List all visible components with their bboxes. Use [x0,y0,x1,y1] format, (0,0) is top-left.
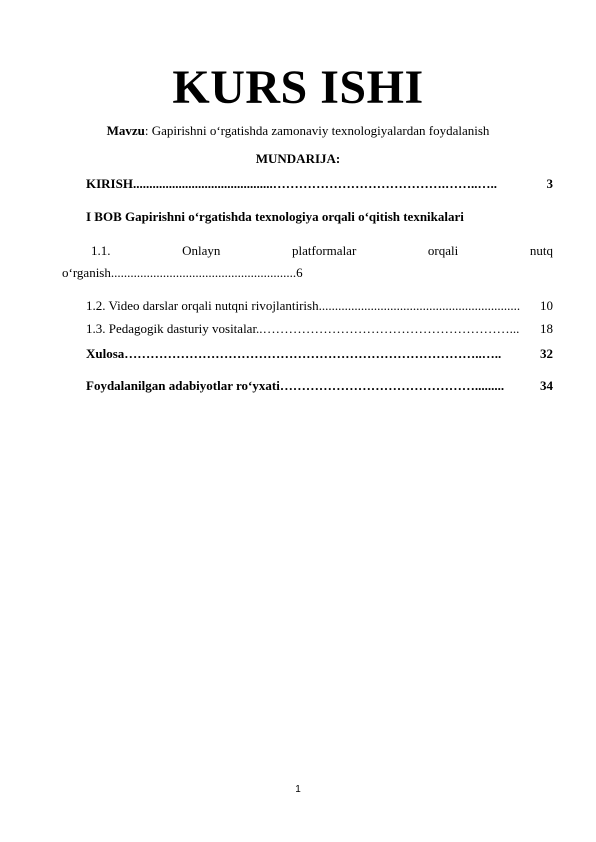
toc-label: Xulosa [86,346,125,361]
toc-entry-adabiyotlar [86,378,553,394]
toc-leader-dots: ..........................................………………………………….……..….. [136,176,497,191]
toc-word: orqali [427,243,459,258]
toc-entry-chapter-1 [86,209,553,225]
toc-word: 1.1. [91,243,111,258]
toc-label: 1.2. Video darslar orqali nutqni rivojlantirish [86,298,319,313]
toc-label: I BOB Gapirishni o‘rgatishda texnologiya orqali o‘qitish texnikalari [86,209,464,224]
toc-word: nutq [529,243,553,258]
subject-text: : Gapirishni o‘rgatishda zamonaviy texnologiyalardan foydalanish [144,123,490,138]
toc-leader-dots: .............................................................. [318,298,521,313]
subject-line [0,123,596,139]
document-title: KURS ISHI [172,61,424,114]
toc-entry-1-1-continuation: o‘rganish.........................................................6 [62,265,303,280]
toc-page-number: 34 [540,378,553,393]
toc-entry-1-1 [91,243,553,259]
toc-label: KIRISH. [86,176,137,191]
toc-entry-kirish [86,176,553,192]
toc-leader-dots: ………………………………………......... [279,378,505,393]
toc-word: Onlayn [182,243,221,258]
toc-heading: MUNDARIJA: [255,151,341,166]
subject-label: Mavzu [106,123,145,138]
toc-entry-xulosa [86,346,553,362]
toc-label: 1.3. Pedagogik dasturiy vositalar.. [86,321,263,336]
toc-page-number: 3 [546,176,553,191]
toc-label: Foydalanilgan adabiyotlar ro‘yxati [86,378,280,393]
toc-leader-dots: ………………………………………………………………………..….. [124,346,502,361]
toc-page-number: 18 [540,321,553,336]
toc-entry-1-3 [86,321,553,337]
toc-word: platformalar [292,243,357,258]
toc-entry-1-2 [86,298,553,314]
toc-leader-dots: …………………………………………………... [262,321,520,336]
toc-page-number: 32 [540,346,553,361]
page-number: 1 [295,784,301,795]
toc-page-number: 10 [540,298,553,313]
